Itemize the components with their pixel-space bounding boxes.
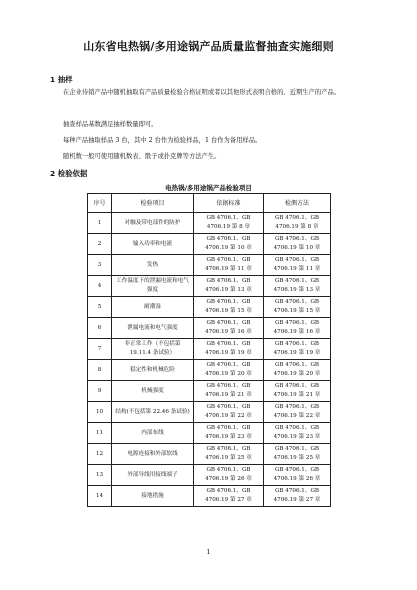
cell-method: GB 4706.1、GB 4706.19 第 26 章 — [264, 465, 331, 486]
page-number: 1 — [206, 548, 211, 556]
cell-standard: GB 4706.1、GB 4706.19 第 10 章 — [194, 234, 264, 255]
cell-seq: 10 — [88, 402, 112, 423]
table-row — [88, 381, 331, 402]
cell-seq: 1 — [88, 213, 112, 234]
table-row — [88, 213, 331, 234]
cell-seq: 4 — [88, 276, 112, 297]
cell-method: GB 4706.1、GB 4706.19 第 8 章 — [264, 213, 331, 234]
table-row — [88, 486, 331, 507]
cell-item: 工作温度下的泄漏电流和电气强度 — [112, 276, 194, 297]
cell-item: 稳定性和机械危险 — [112, 360, 194, 381]
cell-method: GB 4706.1、GB 4706.19 第 10 章 — [264, 234, 331, 255]
cell-standard: GB 4706.1、GB 4706.19 第 25 章 — [194, 444, 264, 465]
cell-item: 内部布线 — [112, 423, 194, 444]
table-row — [88, 339, 331, 360]
cell-item: 外部导线用接线端子 — [112, 465, 194, 486]
cell-standard: GB 4706.1、GB 4706.19 第 13 章 — [194, 276, 264, 297]
cell-standard: GB 4706.1、GB 4706.19 第 26 章 — [194, 465, 264, 486]
section-heading-basis: 2 检验依据 — [50, 169, 88, 178]
cell-item: 输入功率和电流 — [112, 234, 194, 255]
cell-seq: 14 — [88, 486, 112, 507]
section-heading-sampling: 1 抽样 — [50, 75, 73, 84]
cell-method: GB 4706.1、GB 4706.19 第 16 章 — [264, 318, 331, 339]
table-row — [88, 255, 331, 276]
table-row — [88, 234, 331, 255]
cell-method: GB 4706.1、GB 4706.19 第 13 章 — [264, 276, 331, 297]
cell-standard: GB 4706.1、GB 4706.19 第 23 章 — [194, 423, 264, 444]
cell-method: GB 4706.1、GB 4706.19 第 21 章 — [264, 381, 331, 402]
cell-standard: GB 4706.1、GB 4706.19 第 21 章 — [194, 381, 264, 402]
cell-seq: 13 — [88, 465, 112, 486]
paragraph: 在企业待销产品中随机抽取有产品质量检验合格证明或者以其他形式表明合格的、近期生产的产品。 — [63, 89, 341, 96]
cell-standard: GB 4706.1、GB 4706.19 第 15 章 — [194, 297, 264, 318]
table-row — [88, 360, 331, 381]
cell-method: GB 4706.1、GB 4706.19 第 27 章 — [264, 486, 331, 507]
cell-standard: GB 4706.1、GB 4706.19 第 27 章 — [194, 486, 264, 507]
table-row — [88, 423, 331, 444]
cell-seq: 8 — [88, 360, 112, 381]
table-caption: 电热锅/多用途锅产品检验项目 — [165, 184, 252, 192]
cell-method: GB 4706.1、GB 4706.19 第 20 章 — [264, 360, 331, 381]
cell-method: GB 4706.1、GB 4706.19 第 23 章 — [264, 423, 331, 444]
cell-standard: GB 4706.1、GB 4706.19 第 11 章 — [194, 255, 264, 276]
cell-standard: GB 4706.1、GB 4706.19 第 20 章 — [194, 360, 264, 381]
cell-item: 泄漏电流和电气强度 — [112, 318, 194, 339]
table-row — [88, 318, 331, 339]
header-item: 检验项目 — [112, 194, 194, 213]
cell-item: 耐潮湿 — [112, 297, 194, 318]
table-header-row — [88, 194, 331, 213]
paragraph: 抽查样品基数满足抽样数量即可。 — [63, 121, 158, 128]
cell-item: 电源连接和外部软线 — [112, 444, 194, 465]
table-row — [88, 465, 331, 486]
cell-seq: 12 — [88, 444, 112, 465]
page-title: 山东省电热锅/多用途锅产品质量监督抽查实施细则 — [83, 40, 334, 53]
cell-method: GB 4706.1、GB 4706.19 第 25 章 — [264, 444, 331, 465]
cell-seq: 11 — [88, 423, 112, 444]
cell-item: 接地措施 — [112, 486, 194, 507]
header-method: 检测方法 — [264, 194, 331, 213]
cell-item: 非正常工作（不包括第 19.11.4 条试验） — [112, 339, 194, 360]
cell-seq: 5 — [88, 297, 112, 318]
cell-standard: GB 4706.1、GB 4706.19 第 19 章 — [194, 339, 264, 360]
cell-item: 机械强度 — [112, 381, 194, 402]
cell-standard: GB 4706.1、GB 4706.19 第 8 章 — [194, 213, 264, 234]
cell-seq: 7 — [88, 339, 112, 360]
cell-seq: 6 — [88, 318, 112, 339]
table-row — [88, 297, 331, 318]
table-body — [88, 213, 331, 507]
cell-method: GB 4706.1、GB 4706.19 第 11 章 — [264, 255, 331, 276]
header-seq: 序号 — [88, 194, 112, 213]
paragraph: 每种产品抽取样品 3 台，其中 2 台作为检验样品，1 台作为备用样品。 — [63, 137, 262, 144]
table-row — [88, 402, 331, 423]
cell-item: 发热 — [112, 255, 194, 276]
cell-seq: 2 — [88, 234, 112, 255]
paragraph: 随机数一般可使用随机数表、骰子或扑克牌等方法产生。 — [63, 153, 221, 160]
cell-seq: 3 — [88, 255, 112, 276]
cell-item: 对触及带电部件的防护 — [112, 213, 194, 234]
cell-method: GB 4706.1、GB 4706.19 第 19 章 — [264, 339, 331, 360]
cell-standard: GB 4706.1、GB 4706.19 第 22 章 — [194, 402, 264, 423]
table-row — [88, 444, 331, 465]
cell-item: 结构(不包括第 22.46 条试验) — [112, 402, 194, 423]
inspection-items-table — [87, 193, 331, 507]
table-row — [88, 276, 331, 297]
cell-standard: GB 4706.1、GB 4706.19 第 16 章 — [194, 318, 264, 339]
cell-method: GB 4706.1、GB 4706.19 第 22 章 — [264, 402, 331, 423]
cell-seq: 9 — [88, 381, 112, 402]
cell-method: GB 4706.1、GB 4706.19 第 15 章 — [264, 297, 331, 318]
header-standard: 依据标准 — [194, 194, 264, 213]
